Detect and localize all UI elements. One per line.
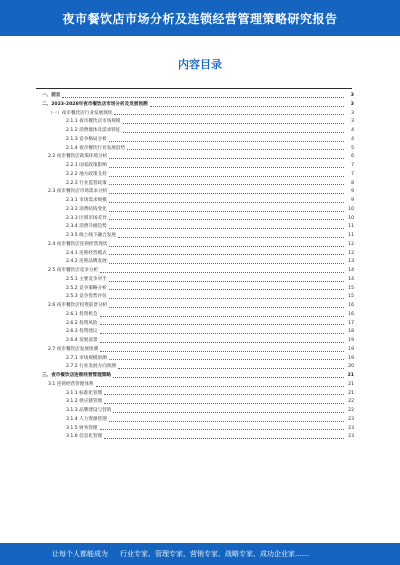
toc-entry[interactable]	[36, 197, 354, 206]
toc-leader-dots	[109, 289, 344, 290]
toc-top-rule	[36, 88, 352, 89]
toc-leader-dots	[113, 412, 344, 413]
toc-leader-dots	[104, 438, 344, 439]
toc-entry-label: 2.4 夜市餐饮店连锁经营现状	[48, 241, 108, 247]
toc-entry-label: 3.1.6 信息化管理	[66, 434, 103, 440]
table-of-contents	[36, 92, 354, 442]
toc-entry[interactable]	[36, 302, 354, 311]
toc-entry[interactable]	[36, 337, 354, 346]
toc-leader-dots	[109, 202, 344, 203]
toc-entry-label: 3.1.2 供应链管理	[66, 399, 103, 405]
toc-entry[interactable]	[36, 206, 354, 215]
toc-entry[interactable]	[36, 390, 354, 399]
toc-leader-dots	[118, 237, 344, 238]
toc-page-number: 3	[350, 93, 354, 99]
toc-entry-label: 3.1.4 人力资源管理	[66, 416, 107, 422]
toc-page-number: 22	[348, 399, 354, 405]
toc-page-number: 16	[348, 303, 354, 309]
toc-leader-dots	[104, 394, 344, 395]
toc-leader-dots	[109, 211, 344, 212]
toc-page-number: 19	[348, 346, 354, 352]
toc-entry-label: 2.6.2 投资风险	[66, 320, 98, 326]
toc-entry-label: 2.5.1 主要竞争对手	[66, 276, 107, 282]
toc-entry-label: 3.1.3 品牌建设与营销	[66, 408, 112, 414]
toc-entry-label: 二、2023-2028年夜市餐饮店市场分析及发展预测	[42, 101, 148, 107]
toc-entry-label: 2.2.3 行业监管政策	[66, 180, 107, 186]
toc-entry-label: （一）夜市餐饮店行业发展现状	[48, 110, 113, 116]
toc-leader-dots	[113, 377, 344, 378]
toc-entry[interactable]	[36, 92, 354, 101]
toc-leader-dots	[114, 114, 344, 115]
toc-page-number: 20	[348, 364, 354, 370]
toc-entry[interactable]	[36, 425, 354, 434]
toc-page-number: 7	[351, 171, 354, 177]
toc-page-number: 3	[351, 110, 354, 116]
toc-entry[interactable]	[36, 118, 354, 127]
toc-entry-label: 2.6.4 发展前景	[66, 338, 98, 344]
toc-entry[interactable]	[36, 276, 354, 285]
report-title: 夜市餐饮店市场分析及连锁经营管理策略研究报告	[62, 11, 338, 26]
toc-page-number: 15	[348, 285, 354, 291]
toc-leader-dots	[62, 97, 344, 98]
toc-entry-label: 2.3.3 区域市场差异	[66, 215, 107, 221]
toc-entry-label: 2.3 夜市餐饮店市场需求分析	[48, 189, 108, 195]
toc-entry-label: 2.3.1 市场需求规模	[66, 198, 107, 204]
toc-entry[interactable]	[36, 171, 354, 180]
toc-entry[interactable]	[36, 188, 354, 197]
toc-page-number: 10	[348, 215, 354, 221]
toc-leader-dots	[109, 228, 344, 229]
toc-leader-dots	[150, 106, 344, 107]
toc-page-number: 23	[348, 425, 354, 431]
toc-entry[interactable]	[36, 416, 354, 425]
toc-entry[interactable]	[36, 232, 354, 241]
toc-entry-label: 2.3.5 线上线下融合发展	[66, 233, 116, 239]
toc-leader-dots	[100, 429, 344, 430]
toc-entry-label: 2.2.1 国家政策影响	[66, 163, 107, 169]
toc-page-number: 18	[348, 329, 354, 335]
toc-entry-label: 2.4.2 连锁品牌发展	[66, 259, 107, 265]
toc-leader-dots	[100, 342, 344, 343]
toc-entry[interactable]	[36, 355, 354, 364]
toc-page-number: 5	[351, 145, 354, 151]
toc-leader-dots	[100, 324, 344, 325]
toc-page-number: 11	[348, 224, 354, 230]
page-footer	[0, 543, 400, 565]
toc-leader-dots	[109, 421, 344, 422]
toc-entry-label: 2.7.1 市场规模预测	[66, 355, 107, 361]
toc-entry-label: 2.5.3 竞争优势评估	[66, 294, 107, 300]
toc-page-number: 14	[348, 276, 354, 282]
toc-leader-dots	[123, 132, 345, 133]
toc-entry[interactable]	[36, 381, 354, 390]
toc-page-number: 3	[351, 119, 354, 125]
toc-entry[interactable]	[36, 267, 354, 276]
toc-page-number: 22	[348, 408, 354, 414]
toc-entry[interactable]	[36, 180, 354, 189]
toc-leader-dots	[109, 141, 344, 142]
toc-leader-dots	[109, 254, 344, 255]
toc-leader-dots	[109, 219, 344, 220]
toc-entry-label: 2.7 夜市餐饮店发展预测	[48, 346, 99, 352]
toc-page-number: 9	[351, 198, 354, 204]
toc-leader-dots	[109, 307, 344, 308]
toc-page-number: 4	[351, 128, 354, 134]
toc-entry-label: 2.6.1 投资机会	[66, 311, 98, 317]
toc-entry-label: 3.1.5 财务管理	[66, 425, 98, 431]
toc-leader-dots	[109, 184, 344, 185]
toc-page-number: 14	[348, 268, 354, 274]
toc-entry[interactable]	[36, 285, 354, 294]
toc-entry-label: 三、夜市餐饮店连锁经营管理策略	[42, 373, 111, 379]
toc-page-number: 21	[348, 381, 354, 387]
toc-page-number: 10	[348, 206, 354, 212]
toc-entry[interactable]	[36, 398, 354, 407]
toc-page-number: 21	[348, 390, 354, 396]
toc-entry-label: 2.2 夜市餐饮店政策环境分析	[48, 154, 108, 160]
toc-page-number: 9	[351, 189, 354, 195]
toc-page-number: 17	[348, 320, 354, 326]
toc-entry-label: 2.2.2 地方政策支持	[66, 171, 107, 177]
toc-entry-label: 2.1.3 竞争格局分析	[66, 136, 107, 142]
toc-leader-dots	[127, 149, 344, 150]
toc-entry[interactable]	[36, 250, 354, 259]
toc-entry[interactable]	[36, 407, 354, 416]
toc-entry-label: 2.1.4 夜市餐饮行业发展趋势	[66, 145, 126, 151]
toc-leader-dots	[100, 333, 344, 334]
toc-entry[interactable]	[36, 328, 354, 337]
toc-entry[interactable]	[36, 223, 354, 232]
toc-leader-dots	[109, 298, 344, 299]
toc-page-number: 16	[348, 311, 354, 317]
toc-page-number: 12	[348, 250, 354, 256]
toc-entry[interactable]	[36, 372, 354, 381]
toc-page-number: 12	[348, 241, 354, 247]
toc-entry-label: 一、前言	[42, 93, 61, 99]
toc-entry-label: 3.1 连锁经营管理体系	[48, 381, 94, 387]
toc-page-number: 23	[348, 416, 354, 422]
toc-entry[interactable]	[36, 293, 354, 302]
footer-tagline: 行业专家、管理专家、营销专家、战略专家、成功企业家……	[120, 550, 309, 558]
toc-leader-dots	[109, 263, 344, 264]
toc-entry[interactable]	[36, 311, 354, 320]
toc-page-number: 7	[351, 163, 354, 169]
toc-page-number: 11	[348, 233, 354, 239]
toc-entry-label: 2.5.2 竞争策略分析	[66, 285, 107, 291]
toc-entry-label: 2.7.2 行业发展方向预测	[66, 364, 116, 370]
toc-leader-dots	[109, 246, 344, 247]
toc-page-number: 23	[348, 434, 354, 440]
toc-leader-dots	[109, 167, 344, 168]
toc-entry[interactable]	[36, 127, 354, 136]
toc-page-number: 6	[351, 154, 354, 160]
toc-entry[interactable]	[36, 136, 354, 145]
toc-leader-dots	[109, 281, 344, 282]
toc-entry-label: 2.3.2 消费结构变化	[66, 206, 107, 212]
toc-page-number: 13	[348, 259, 354, 265]
toc-entry-label: 2.1.1 夜市餐饮店市场规模	[66, 119, 121, 125]
toc-leader-dots	[109, 359, 344, 360]
toc-entry[interactable]	[36, 162, 354, 171]
toc-entry-label: 3.1.1 标准化管理	[66, 390, 103, 396]
toc-entry-label: 2.1.2 消费群体及需求特征	[66, 128, 121, 134]
toc-entry[interactable]	[36, 110, 354, 119]
toc-leader-dots	[109, 193, 344, 194]
toc-entry[interactable]	[36, 258, 354, 267]
page-header	[0, 0, 400, 36]
toc-leader-dots	[123, 123, 345, 124]
toc-entry[interactable]	[36, 153, 354, 162]
toc-page-number: 4	[351, 136, 354, 142]
toc-leader-dots	[104, 403, 344, 404]
toc-page-number: 3	[350, 101, 354, 107]
toc-leader-dots	[109, 176, 344, 177]
toc-page-number: 15	[348, 294, 354, 300]
toc-entry-label: 2.5 夜市餐饮店竞争分析	[48, 268, 99, 274]
toc-page-number: 8	[351, 180, 354, 186]
toc-leader-dots	[118, 368, 344, 369]
toc-entry[interactable]	[36, 101, 354, 110]
toc-leader-dots	[96, 386, 344, 387]
toc-page-number: 19	[348, 338, 354, 344]
toc-entry-label: 2.6 夜市餐饮店投资前景分析	[48, 303, 108, 309]
toc-entry[interactable]	[36, 320, 354, 329]
toc-page-number: 21	[347, 373, 354, 379]
toc-entry[interactable]	[36, 241, 354, 250]
footer-slogan: 让每个人都能成为	[52, 550, 108, 558]
toc-leader-dots	[100, 272, 344, 273]
toc-leader-dots	[109, 158, 344, 159]
toc-entry-label: 2.3.4 消费升级趋势	[66, 224, 107, 230]
toc-entry-label: 2.4.1 连锁经营模式	[66, 250, 107, 256]
toc-page-number: 19	[348, 355, 354, 361]
toc-leader-dots	[100, 316, 344, 317]
toc-entry-label: 2.6.3 投资建议	[66, 329, 98, 335]
toc-heading: 内容目录	[178, 58, 222, 71]
toc-entry[interactable]	[36, 346, 354, 355]
toc-entry[interactable]	[36, 215, 354, 224]
toc-leader-dots	[100, 351, 344, 352]
toc-entry[interactable]	[36, 145, 354, 154]
toc-entry[interactable]	[36, 433, 354, 442]
toc-entry[interactable]	[36, 363, 354, 372]
